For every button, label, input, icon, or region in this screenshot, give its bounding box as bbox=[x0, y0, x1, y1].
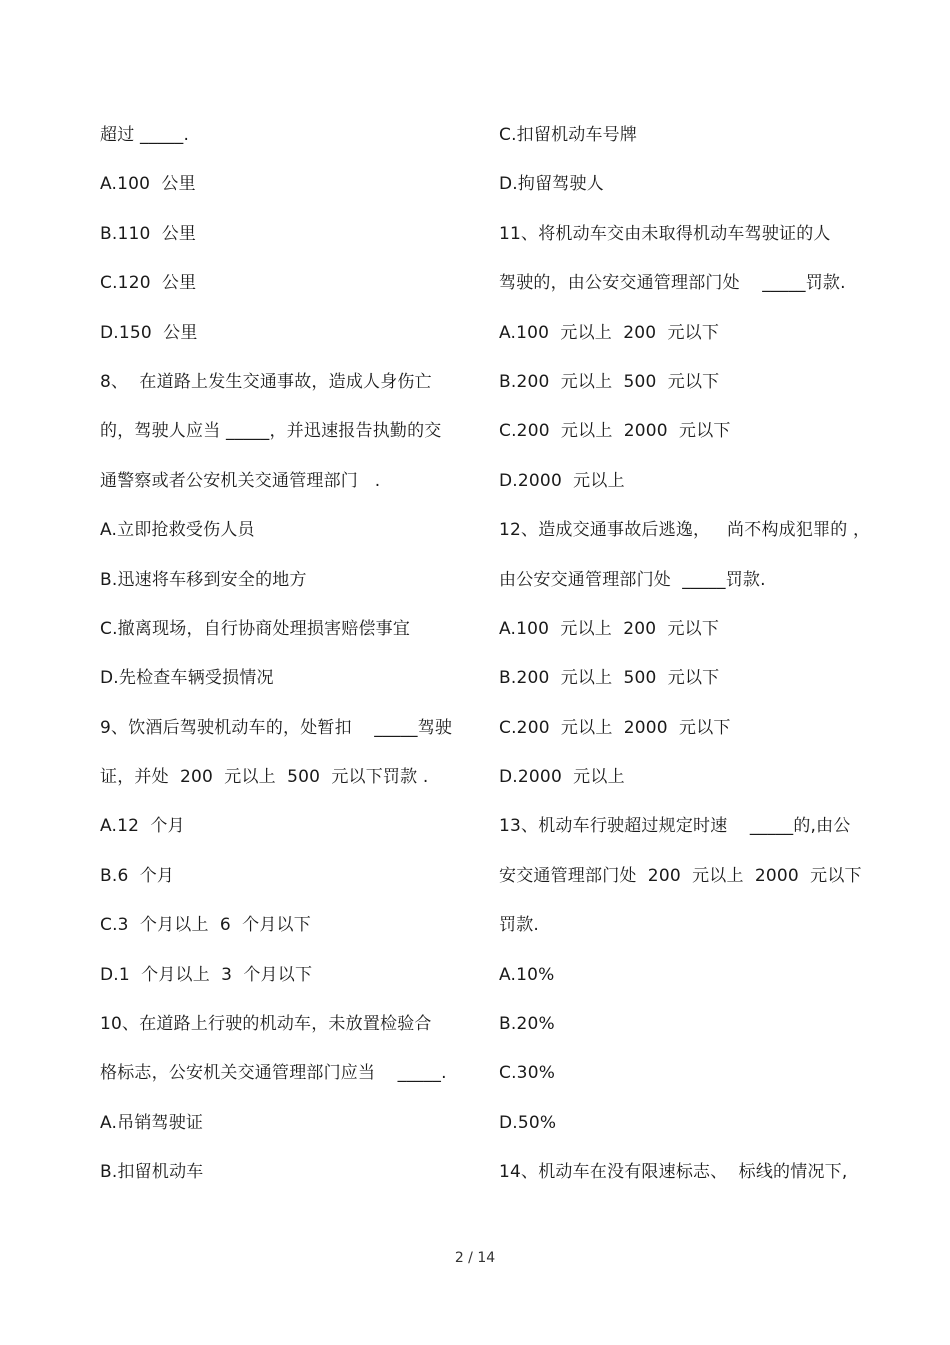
option-line: C.撤离现场，自行协商处理损害赔偿事宜 bbox=[100, 618, 411, 639]
question-line: 13、机动车行驶超过规定时速 _____的,由公 bbox=[499, 816, 851, 837]
question-line: 由公安交通管理部门处 _____罚款. bbox=[499, 569, 766, 590]
option-line: B.200 元以上 500 元以下 bbox=[499, 668, 720, 689]
option-line: B.迅速将车移到安全的地方 bbox=[100, 569, 307, 590]
question-line: 的，驾驶人应当 _____，并迅速报告执勤的交 bbox=[100, 421, 442, 442]
question-line: 9、饮酒后驾驶机动车的，处暂扣 _____驾驶 bbox=[100, 717, 453, 738]
option-line: B.110 公里 bbox=[100, 223, 197, 244]
option-line: A.10% bbox=[499, 964, 555, 985]
question-line: 12、造成交通事故后逃逸， 尚不构成犯罪的 ， bbox=[499, 520, 871, 541]
option-line: C.200 元以上 2000 元以下 bbox=[499, 421, 731, 442]
option-line: A.12 个月 bbox=[100, 816, 185, 837]
option-line: D.先检查车辆受损情况 bbox=[100, 668, 274, 689]
option-line: A.100 公里 bbox=[100, 174, 196, 195]
option-line: A.100 元以上 200 元以下 bbox=[499, 618, 720, 639]
option-line: C.扣留机动车号牌 bbox=[499, 125, 638, 145]
option-line: A.100 元以上 200 元以下 bbox=[499, 322, 720, 343]
option-line: C.3 个月以上 6 个月以下 bbox=[100, 915, 311, 936]
question-line: 通警察或者公安机关交通管理部门 . bbox=[100, 470, 381, 491]
option-line: B.200 元以上 500 元以下 bbox=[499, 371, 720, 392]
page-number: 2 / 14 bbox=[454, 1250, 496, 1266]
option-line: D.150 公里 bbox=[100, 322, 198, 343]
option-line: D.2000 元以上 bbox=[499, 767, 625, 788]
option-line: C.120 公里 bbox=[100, 273, 197, 294]
question-line: 证，并处 200 元以上 500 元以下罚款 . bbox=[100, 767, 429, 788]
question-line: 8、 在道路上发生交通事故，造成人身伤亡 bbox=[100, 371, 432, 392]
question-line: 10、在道路上行驶的机动车，未放置检验合 bbox=[100, 1014, 432, 1035]
option-line: A.吊销驾驶证 bbox=[100, 1112, 204, 1133]
option-line: D.2000 元以上 bbox=[499, 470, 625, 491]
question-line: 驾驶的，由公安交通管理部门处 _____罚款. bbox=[499, 273, 846, 294]
option-line: C.30% bbox=[499, 1063, 556, 1084]
question-line: 格标志，公安机关交通管理部门应当 _____. bbox=[100, 1063, 447, 1084]
option-line: C.200 元以上 2000 元以下 bbox=[499, 717, 731, 738]
option-line: D.1 个月以上 3 个月以下 bbox=[100, 964, 313, 985]
question-line: 11、将机动车交由未取得机动车驾驶证的人 bbox=[499, 223, 831, 244]
option-line: B.扣留机动车 bbox=[100, 1162, 204, 1183]
right-text-column bbox=[499, 113, 879, 1200]
option-line: B.20% bbox=[499, 1014, 555, 1035]
option-line: D.拘留驾驶人 bbox=[499, 174, 604, 195]
left-text-column bbox=[100, 113, 470, 1200]
option-line: B.6 个月 bbox=[100, 865, 175, 886]
option-line: A.立即抢救受伤人员 bbox=[100, 520, 255, 541]
question-line: 14、机动车在没有限速标志、 标线的情况下, bbox=[499, 1162, 848, 1183]
text-line: 超过 _____. bbox=[100, 125, 190, 145]
option-line: D.50% bbox=[499, 1112, 557, 1133]
question-line: 罚款. bbox=[499, 915, 540, 936]
question-line: 安交通管理部门处 200 元以上 2000 元以下 bbox=[499, 865, 862, 886]
